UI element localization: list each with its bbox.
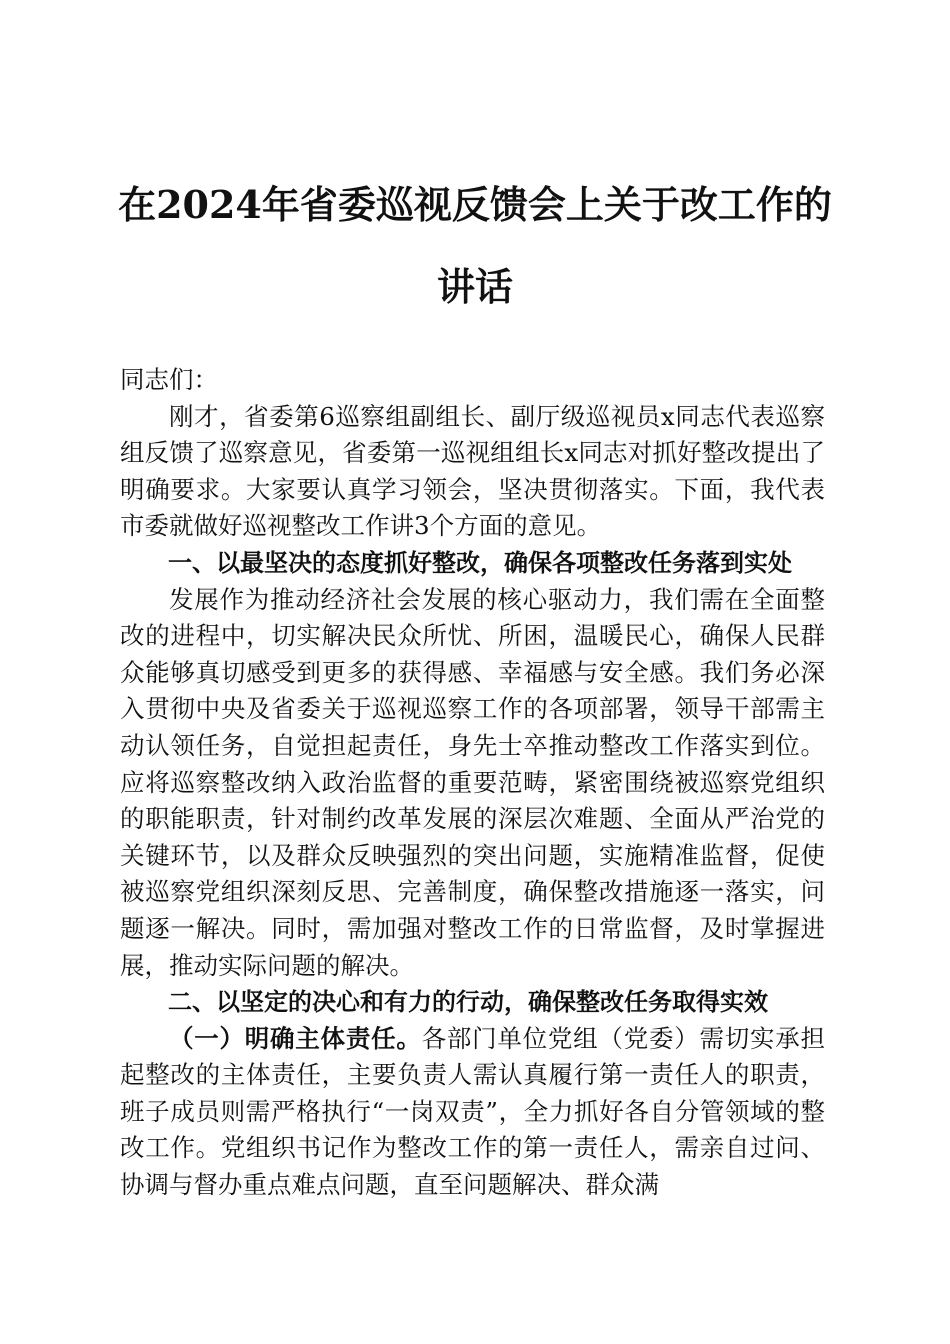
section-heading-2: 二、以坚定的决心和有力的行动，确保整改任务取得实效 (168, 988, 768, 1017)
intro-paragraph: 刚才，省委第6巡察组副组长、副厅级巡视员x同志代表巡察组反馈了巡察意见，省委第一巡视组组长x同志对抓好整改提出了明确要求。大家要认真学习领会，坚决贯彻落实。下面，我代表市委就做好巡视整改工作讲3个方面的意见。 (120, 401, 825, 541)
subsection-1-paragraph (120, 1021, 825, 1204)
subsection-1-text: 各部门单位党组（党委）需切实承担起整改的主体责任，主要负责人需认真履行第一责任人的职责，班子成员则需严格执行“一岗双责”，全力抓好各自分管领域的整改工作。党组织书记作为整改工作的第一责任人，需亲自过问、协调与督办重点难点问题，直至问题解决、群众满 (120, 1023, 826, 1200)
section-1-paragraph: 发展作为推动经济社会发展的核心驱动力，我们需在全面整改的进程中，切实解决民众所忧、所困，温暖民心，确保人民群众能够真切感受到更多的获得感、幸福感与安全感。我们务必深入贯彻中央及省委关于巡视巡察工作的各项部署，领导干部需主动认领任务，自觉担起责任，身先士卒推动整改工作落实到位。应将巡察整改纳入政治监督的重要范畴，紧密围绕被巡察党组织的职能职责，针对制约改革发展的深层次难题、全面从严治党的关键环节，以及群众反映强烈的突出问题，实施精准监督，促使被巡察党组织深刻反思、完善制度，确保整改措施逐一落实，问题逐一解决。同时，需加强对整改工作的日常监督，及时掌握进展，推动实际问题的解决。 (120, 584, 825, 980)
document-title: 在2024年省委巡视反馈会上关于改工作的讲话 (118, 182, 832, 309)
salutation: 同志们： (120, 365, 218, 394)
document-body (120, 362, 825, 1204)
section-heading-1: 一、以最坚决的态度抓好整改，确保各项整改任务落到实处 (168, 548, 792, 577)
subsection-1-lead: （一）明确主体责任。 (169, 1023, 422, 1053)
